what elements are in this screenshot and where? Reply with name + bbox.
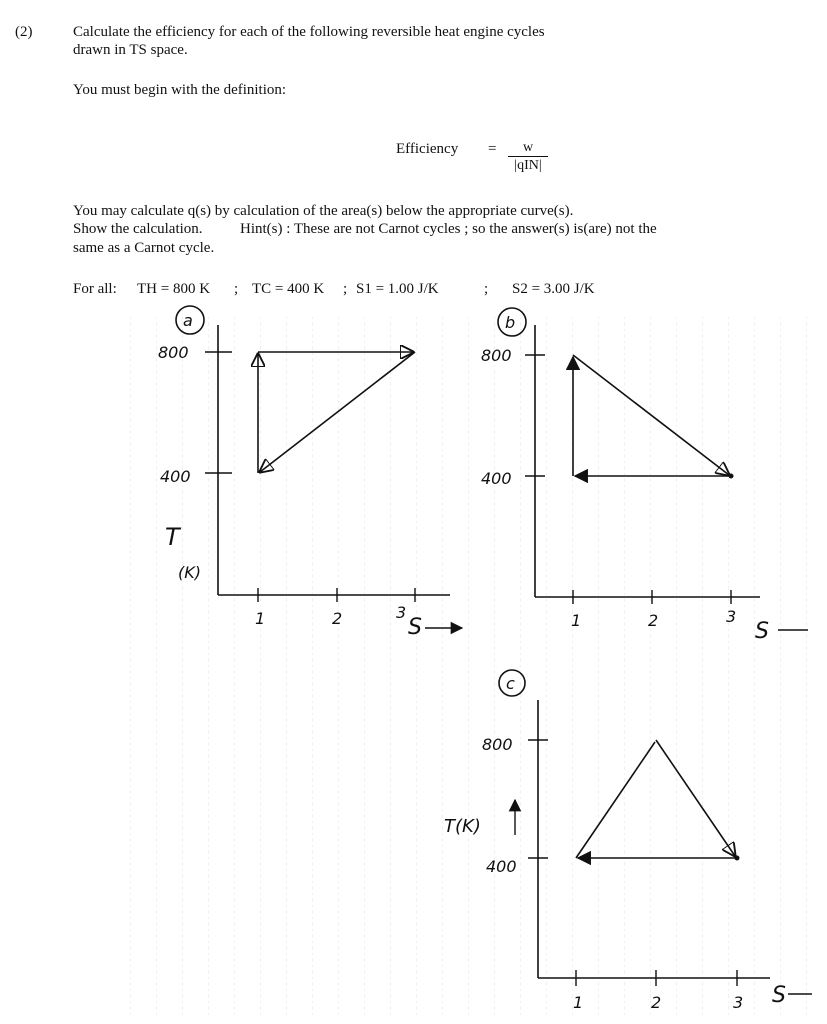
graph-b-x-axis-label: S [755,619,769,644]
problem-number: (2) [15,24,33,40]
efficiency-label: Efficiency [396,141,459,157]
equals-sign: = [488,141,497,157]
instruction-line-2: drawn in TS space. [73,42,188,58]
graph-a-tick-2: 2 [332,609,343,628]
graph-a-y-unit: (K) [178,563,201,582]
separator-1: ; [234,281,239,297]
show-calculation: Show the calculation. [73,221,203,237]
instruction-line-1: Calculate the efficiency for each of the following reversible heat engine cycles [73,24,545,40]
graph-c-tick-3: 3 [733,993,744,1012]
th-value: TH = 800 K [137,281,211,297]
graph-c-tick-400: 400 [486,857,517,876]
calculation-line-1: You may calculate q(s) by calculation of the area(s) below the appropriate curve(s). [73,203,574,219]
graph-c-y-axis-label: T(K) [444,816,481,837]
ruled-grid-background [120,315,810,1015]
graph-b-tick-400: 400 [481,469,512,488]
graph-a-tick-3: 3 [396,603,407,622]
tc-value: TC = 400 K [252,281,325,297]
graph-b-tick-1: 1 [571,611,582,630]
graph-a-x-axis-label: S [408,615,422,640]
graph-c-tick-800: 800 [482,735,513,754]
graph-c-tick-1: 1 [573,993,584,1012]
for-all-label: For all: [73,281,117,297]
graph-b-label: b [505,313,516,332]
fraction-numerator: w [508,140,548,157]
s1-value: S1 = 1.00 J/K [356,281,439,297]
graph-b-tick-2: 2 [648,611,659,630]
graph-c-tick-2: 2 [651,993,662,1012]
calculation-line-3: same as a Carnot cycle. [73,240,215,256]
graph-a-label: a [183,311,193,330]
graph-c-label: c [506,674,515,693]
graph-a-tick-1: 1 [255,609,266,628]
graph-c-x-axis-label: S [772,983,786,1008]
graph-a-y-axis-label: T [165,523,180,551]
separator-2: ; [343,281,348,297]
graph-a-tick-800: 800 [158,343,189,362]
s2-value: S2 = 3.00 J/K [512,281,595,297]
graph-b-tick-800: 800 [481,346,512,365]
definition-instruction: You must begin with the definition: [73,82,287,98]
separator-3: ; [484,281,489,297]
hint-line: Hint(s) : These are not Carnot cycles ; so the answer(s) is(are) not the [240,221,657,237]
fraction-denominator: |qIN| [514,158,542,173]
graph-b-tick-3: 3 [726,607,737,626]
graph-a-tick-400: 400 [160,467,191,486]
